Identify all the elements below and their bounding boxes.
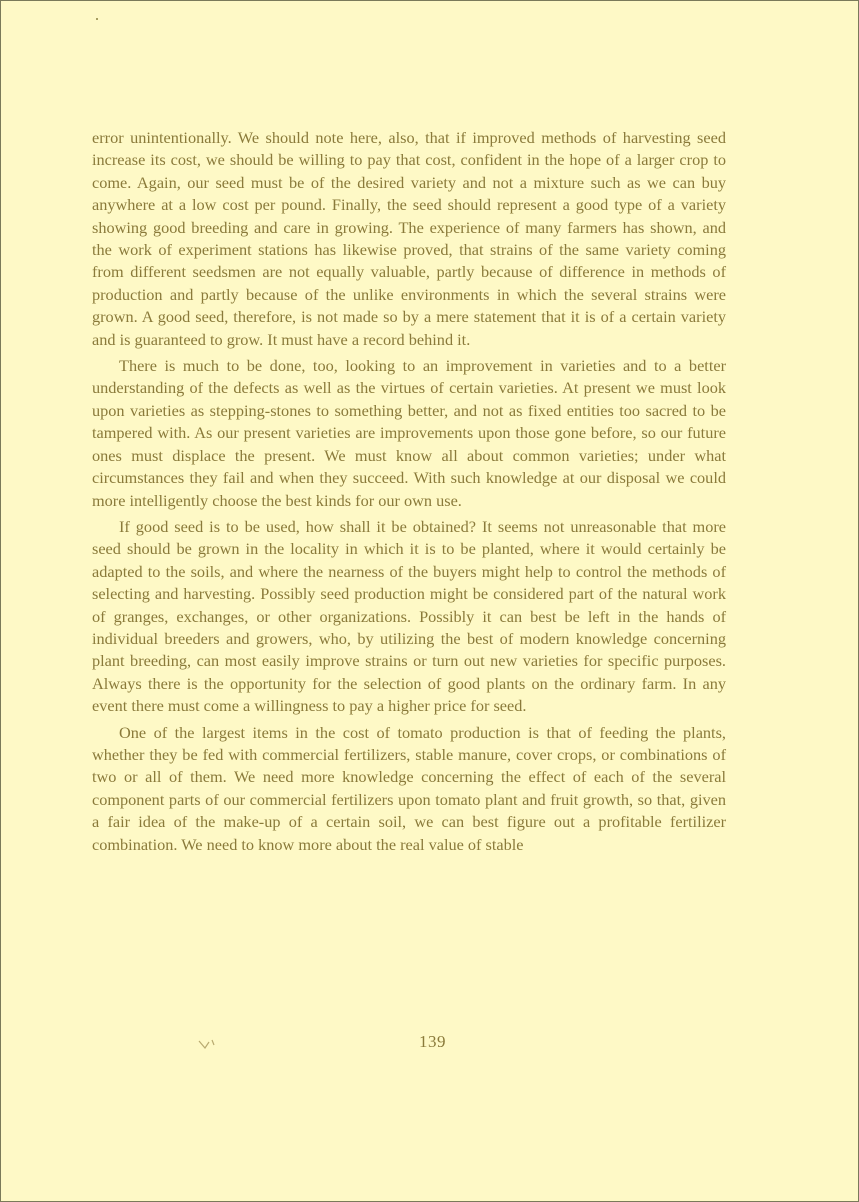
page-number: 139 (419, 1032, 446, 1051)
paragraph-3: If good seed is to be used, how shall it be obtained? It seems not unreasonable that more seed should be grown in the locality in which it is to be planted, where it would certainly be adapted to the soils, and where the nearness of the buyers might help to control the methods of selecting and harvesting. Possibly seed production might be considered part of the natural work of granges, exchanges, or other organizations. Possibly it can best be left in the hands of individual breeders and growers, who, by utilizing the best of modern knowledge concerning plant breeding, can most easily improve strains or turn out new varieties for specific purposes. Always there is the opportunity for the selection of good plants on the ordinary farm. In any event there must come a willingness to pay a higher price for seed. (92, 516, 726, 716)
paper-speck (96, 18, 98, 20)
paragraph-4: One of the largest items in the cost of tomato production is that of feeding the plants, whether they be fed with commercial fertilizers, stable manure, cover crops, or combinations of two or all of them. We need more knowledge concerning the effect of each of the several component parts of our commercial fertilizers upon tomato plant and fruit growth, so that, given a fair idea of the make-up of a certain soil, we can best figure out a profitable fertilizer combination. We need to know more about the real value of stable (92, 722, 726, 854)
paragraph-1: error unintentionally. We should note here, also, that if improved methods of harvesting seed increase its cost, we should be willing to pay that cost, confident in the hope of a larger crop to come. Again, our seed must be of the desired variety and not a mixture such as we can buy anywhere at a low cost per pound. Finally, the seed should represent a good type of a variety showing good breeding and care in growing. The experience of many farmers has shown, and the work of experiment stations has likewise proved, that strains of the same variety coming from different seedsmen are not equally valuable, partly because of difference in methods of production and partly because of the unlike environments in which the several strains were grown. A good seed, therefore, is not made so by a mere statement that it is of a certain variety and is guaranteed to grow. It must have a record behind it. (92, 128, 726, 349)
paragraph-2: There is much to be done, too, looking to an improvement in varieties and to a better understanding of the defects as well as the virtues of certain varieties. At present we must look upon varieties as stepping-stones to something better, and not as fixed entities too sacred to be tampered with. As our present varieties are improvements upon those gone before, so our future ones must displace the present. We must know all about common varieties; under what circumstances they fail and when they succeed. With such knowledge at our disposal we could more intelligently choose the best kinds for our own use. (92, 356, 726, 510)
body-text (92, 127, 726, 856)
